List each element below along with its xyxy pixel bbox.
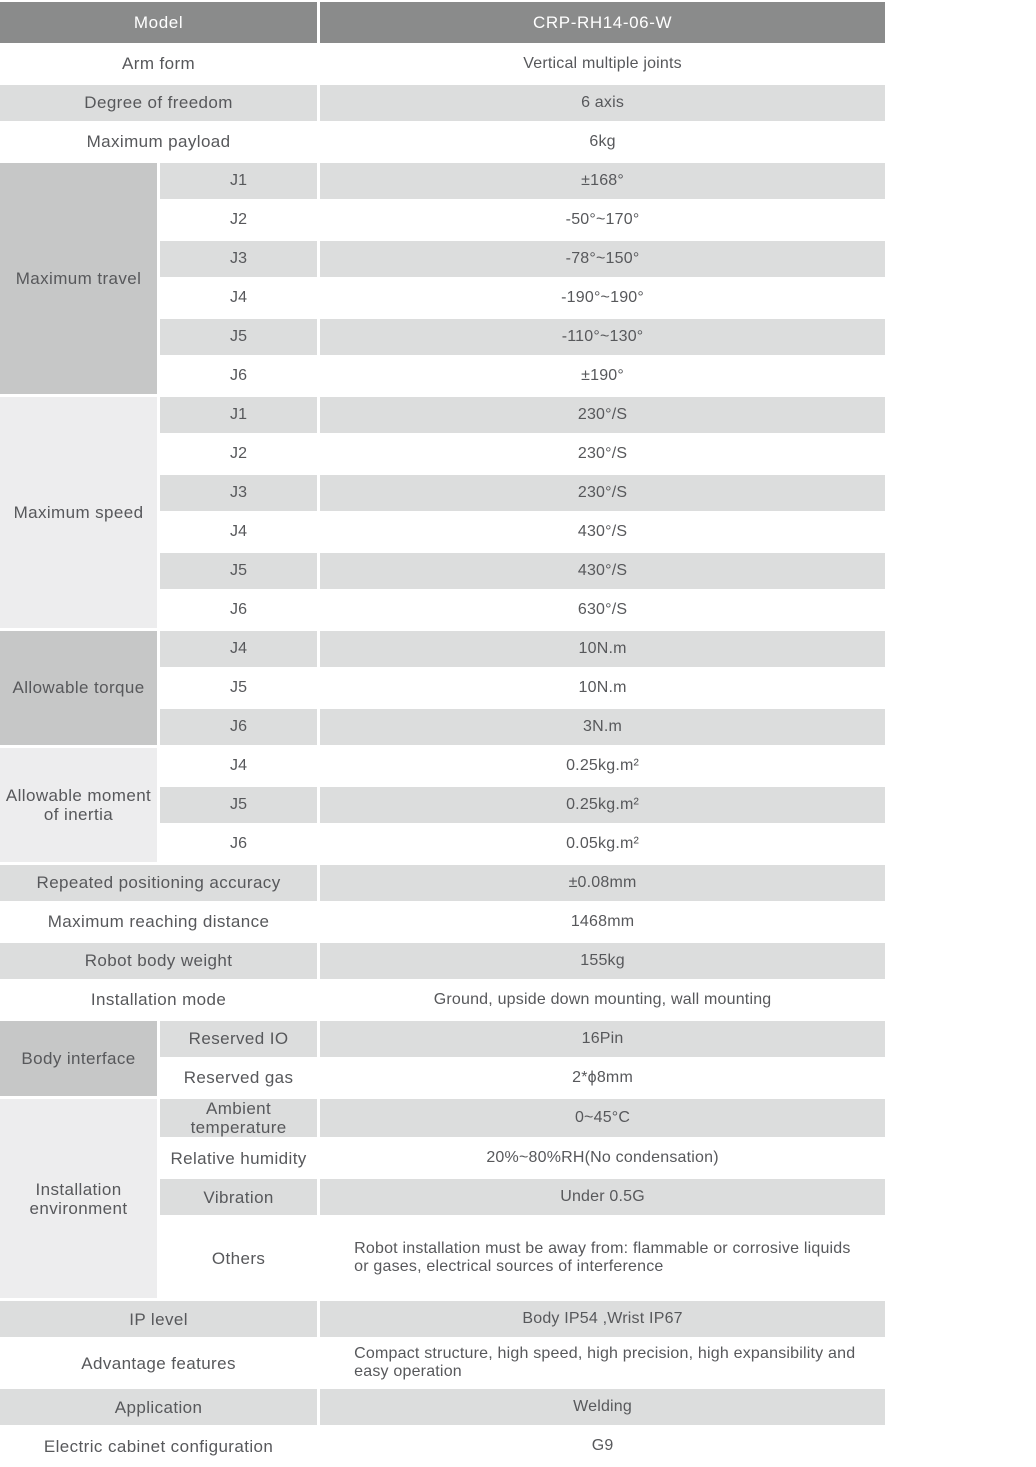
spec-label-ambient-temperature: Ambient temperature xyxy=(160,1099,317,1137)
spec-label-arm-form: Arm form xyxy=(0,46,317,82)
group-label-body-interface: Body interface xyxy=(0,1021,157,1096)
joint-label: J2 xyxy=(160,436,317,472)
joint-value: 230°/S xyxy=(320,397,885,433)
table-row xyxy=(0,943,885,979)
spec-value-application: Welding xyxy=(320,1389,885,1425)
spec-label-repeated-positioning-accuracy: Repeated positioning accuracy xyxy=(0,865,317,901)
spec-value-relative-humidity: 20%~80%RH(No condensation) xyxy=(320,1140,885,1176)
joint-label: J4 xyxy=(160,514,317,550)
table-row xyxy=(0,982,885,1018)
spec-label-advantage-features: Advantage features xyxy=(0,1340,317,1386)
spec-value-ambient-temperature: 0~45°C xyxy=(320,1099,885,1137)
spec-label-reserved-io: Reserved IO xyxy=(160,1021,317,1057)
spec-value-electric-cabinet-configuration: G9 xyxy=(320,1428,885,1464)
joint-value: 10N.m xyxy=(320,631,885,667)
spec-value-installation-mode: Ground, upside down mounting, wall mounting xyxy=(320,982,885,1018)
spec-label-degree-of-freedom: Degree of freedom xyxy=(0,85,317,121)
spec-value-maximum-reaching-distance: 1468mm xyxy=(320,904,885,940)
joint-label: J3 xyxy=(160,475,317,511)
spec-value-repeated-positioning-accuracy: ±0.08mm xyxy=(320,865,885,901)
joint-value: ±168° xyxy=(320,163,885,199)
spec-value-others: Robot installation must be away from: flammable or corrosive liquids or gases, electrical sources of interference xyxy=(320,1218,885,1298)
table-row xyxy=(0,1428,885,1464)
table-row xyxy=(0,865,885,901)
joint-label: J4 xyxy=(160,748,317,784)
spec-label-electric-cabinet-configuration: Electric cabinet configuration xyxy=(0,1428,317,1464)
joint-label: J6 xyxy=(160,709,317,745)
spec-value-reserved-gas: 2*ϕ8mm xyxy=(320,1060,885,1096)
joint-label: J1 xyxy=(160,163,317,199)
spec-value-degree-of-freedom: 6 axis xyxy=(320,85,885,121)
joint-value: 430°/S xyxy=(320,553,885,589)
joint-value: -78°~150° xyxy=(320,241,885,277)
joint-label: J5 xyxy=(160,670,317,706)
joint-value: ±190° xyxy=(320,358,885,394)
spec-label-relative-humidity: Relative humidity xyxy=(160,1140,317,1176)
group-label-allowable-moment-of-inertia: Allowable moment of inertia xyxy=(0,748,157,862)
joint-label: J4 xyxy=(160,631,317,667)
group-label-maximum-travel: Maximum travel xyxy=(0,163,157,394)
joint-label: J6 xyxy=(160,592,317,628)
joint-value: -190°~190° xyxy=(320,280,885,316)
joint-label: J5 xyxy=(160,787,317,823)
spec-label-robot-body-weight: Robot body weight xyxy=(0,943,317,979)
joint-value: 230°/S xyxy=(320,475,885,511)
table-row xyxy=(0,46,885,82)
joint-value: 0.25kg.m² xyxy=(320,748,885,784)
spec-value-arm-form: Vertical multiple joints xyxy=(320,46,885,82)
table-row xyxy=(0,1021,885,1057)
spec-label-maximum-reaching-distance: Maximum reaching distance xyxy=(0,904,317,940)
model-header-label: Model xyxy=(0,2,317,43)
spec-value-vibration: Under 0.5G xyxy=(320,1179,885,1215)
joint-label: J1 xyxy=(160,397,317,433)
group-label-installation-environment: Installation environment xyxy=(0,1099,157,1298)
spec-value-maximum-payload: 6kg xyxy=(320,124,885,160)
table-row xyxy=(0,124,885,160)
spec-label-installation-mode: Installation mode xyxy=(0,982,317,1018)
table-row xyxy=(0,904,885,940)
table-row xyxy=(0,1099,885,1137)
joint-value: -50°~170° xyxy=(320,202,885,238)
joint-value: 10N.m xyxy=(320,670,885,706)
table-row xyxy=(0,631,885,667)
model-header-value: CRP-RH14-06-W xyxy=(320,2,885,43)
joint-label: J4 xyxy=(160,280,317,316)
joint-value: 230°/S xyxy=(320,436,885,472)
table-row xyxy=(0,748,885,784)
spec-label-others: Others xyxy=(160,1218,317,1298)
spec-value-reserved-io: 16Pin xyxy=(320,1021,885,1057)
joint-label: J5 xyxy=(160,319,317,355)
spec-value-robot-body-weight: 155kg xyxy=(320,943,885,979)
table-row xyxy=(0,397,885,433)
group-label-allowable-torque: Allowable torque xyxy=(0,631,157,745)
spec-value-advantage-features: Compact structure, high speed, high precision, high expansibility and easy operation xyxy=(320,1340,885,1386)
table-row xyxy=(0,163,885,199)
joint-label: J5 xyxy=(160,553,317,589)
joint-value: -110°~130° xyxy=(320,319,885,355)
spec-label-reserved-gas: Reserved gas xyxy=(160,1060,317,1096)
spec-label-maximum-payload: Maximum payload xyxy=(0,124,317,160)
spec-label-application: Application xyxy=(0,1389,317,1425)
joint-label: J6 xyxy=(160,826,317,862)
table-row xyxy=(0,2,885,43)
spec-value-ip-level: Body IP54 ,Wrist IP67 xyxy=(320,1301,885,1337)
joint-label: J2 xyxy=(160,202,317,238)
joint-value: 0.25kg.m² xyxy=(320,787,885,823)
joint-value: 3N.m xyxy=(320,709,885,745)
table-row xyxy=(0,1301,885,1337)
table-row xyxy=(0,1340,885,1386)
joint-label: J3 xyxy=(160,241,317,277)
table-row xyxy=(0,85,885,121)
spec-label-ip-level: IP level xyxy=(0,1301,317,1337)
joint-value: 430°/S xyxy=(320,514,885,550)
joint-value: 630°/S xyxy=(320,592,885,628)
group-label-maximum-speed: Maximum speed xyxy=(0,397,157,628)
joint-label: J6 xyxy=(160,358,317,394)
spec-label-vibration: Vibration xyxy=(160,1179,317,1215)
joint-value: 0.05kg.m² xyxy=(320,826,885,862)
table-row xyxy=(0,1389,885,1425)
